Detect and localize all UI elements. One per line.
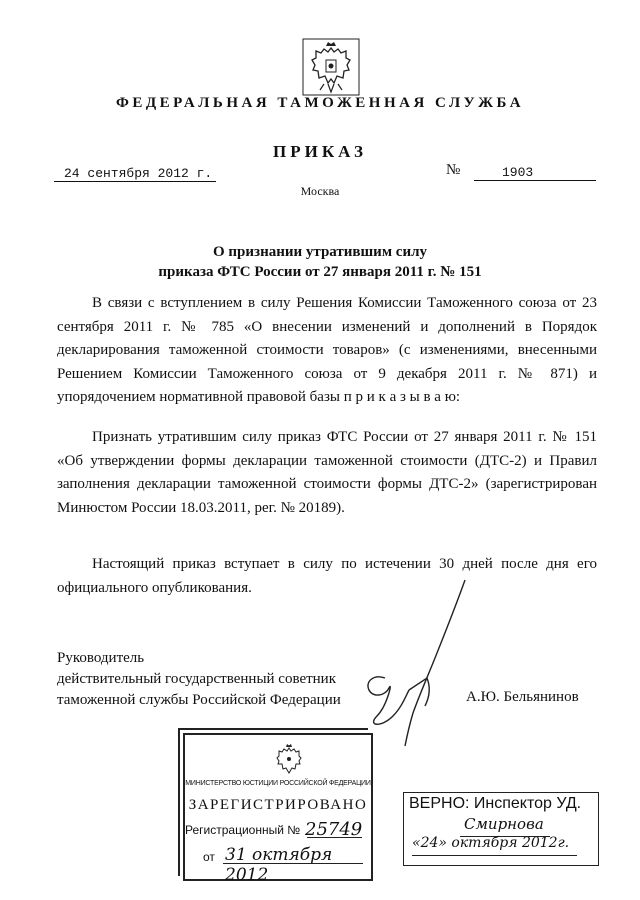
stamp-emblem-icon: [273, 742, 305, 776]
verification-date: «24» октября 2012г.: [412, 835, 570, 851]
document-type: ПРИКАЗ: [273, 142, 367, 161]
handwritten-signature: [355, 578, 495, 748]
order-date: 24 сентября 2012 г.: [54, 166, 216, 182]
verification-date-line: [412, 855, 577, 856]
stamp-ministry: МИНИСТЕРСТВО ЮСТИЦИИ РОССИЙСКОЙ ФЕДЕРАЦИИ: [185, 780, 371, 787]
verification-signature: Смирнова: [464, 815, 544, 833]
state-emblem-icon: [302, 38, 360, 96]
body-paragraph-1: В связи с вступлением в силу Решения Комиссии Таможенного союза от 23 сентября 2011 г. № 785 «О внесении изменений и дополнений в Порядок декларирования таможенной стоимости товаров» (с изменениями, внесенными Решением Комиссии Таможенного союза от 9 декабря 2011 г. № 871) и упорядочением нормативной правовой базы п р и к а з ы в а ю:: [57, 295, 597, 405]
body-paragraph-3: Настоящий приказ вступает в силу по истечении 30 дней после дня его официального опубликования.: [57, 556, 597, 596]
signer-service: таможенной службы Российской Федерации: [57, 692, 341, 708]
city: Москва: [300, 184, 340, 198]
stamp-status: ЗАРЕГИСТРИРОВАНО: [188, 797, 368, 813]
stamp-date-underline: [223, 863, 363, 864]
body-paragraph-2: Признать утратившим силу приказ ФТС России от 27 января 2011 г. № 151 «Об утверждении формы декларации таможенной стоимости (ДТС-2) и Правил заполнения декларации таможенной стоимости формы ДТС-2» (зарегистрирован Минюстом России 18.03.2011, рег. № 20189).: [57, 429, 597, 516]
document-title: [0, 242, 640, 282]
signer-block: [57, 648, 341, 711]
agency-name: ФЕДЕРАЛЬНАЯ ТАМОЖЕННАЯ СЛУЖБА: [115, 95, 525, 111]
title-line-2: приказа ФТС России от 27 января 2011 г. № 151: [158, 264, 482, 280]
stamp-reg-underline: [307, 837, 362, 838]
stamp-from-label: от: [203, 850, 215, 864]
stamp-reg-number: 25749: [305, 819, 363, 840]
verification-stamp: [403, 792, 599, 866]
signer-rank: действительный государственный советник: [57, 671, 337, 687]
verification-label: ВЕРНО: Инспектор УД.: [409, 795, 582, 812]
order-number-label: №: [446, 162, 461, 178]
stamp-from-date: 31 октября 2012: [225, 845, 333, 885]
order-number: 1903: [474, 165, 596, 181]
signer-position: Руководитель: [57, 650, 145, 666]
stamp-reg-label: Регистрационный №: [185, 823, 301, 837]
title-line-1: О признании утратившим силу: [213, 244, 427, 260]
registration-stamp: [183, 733, 373, 885]
signer-name: А.Ю. Бельянинов: [466, 689, 579, 705]
